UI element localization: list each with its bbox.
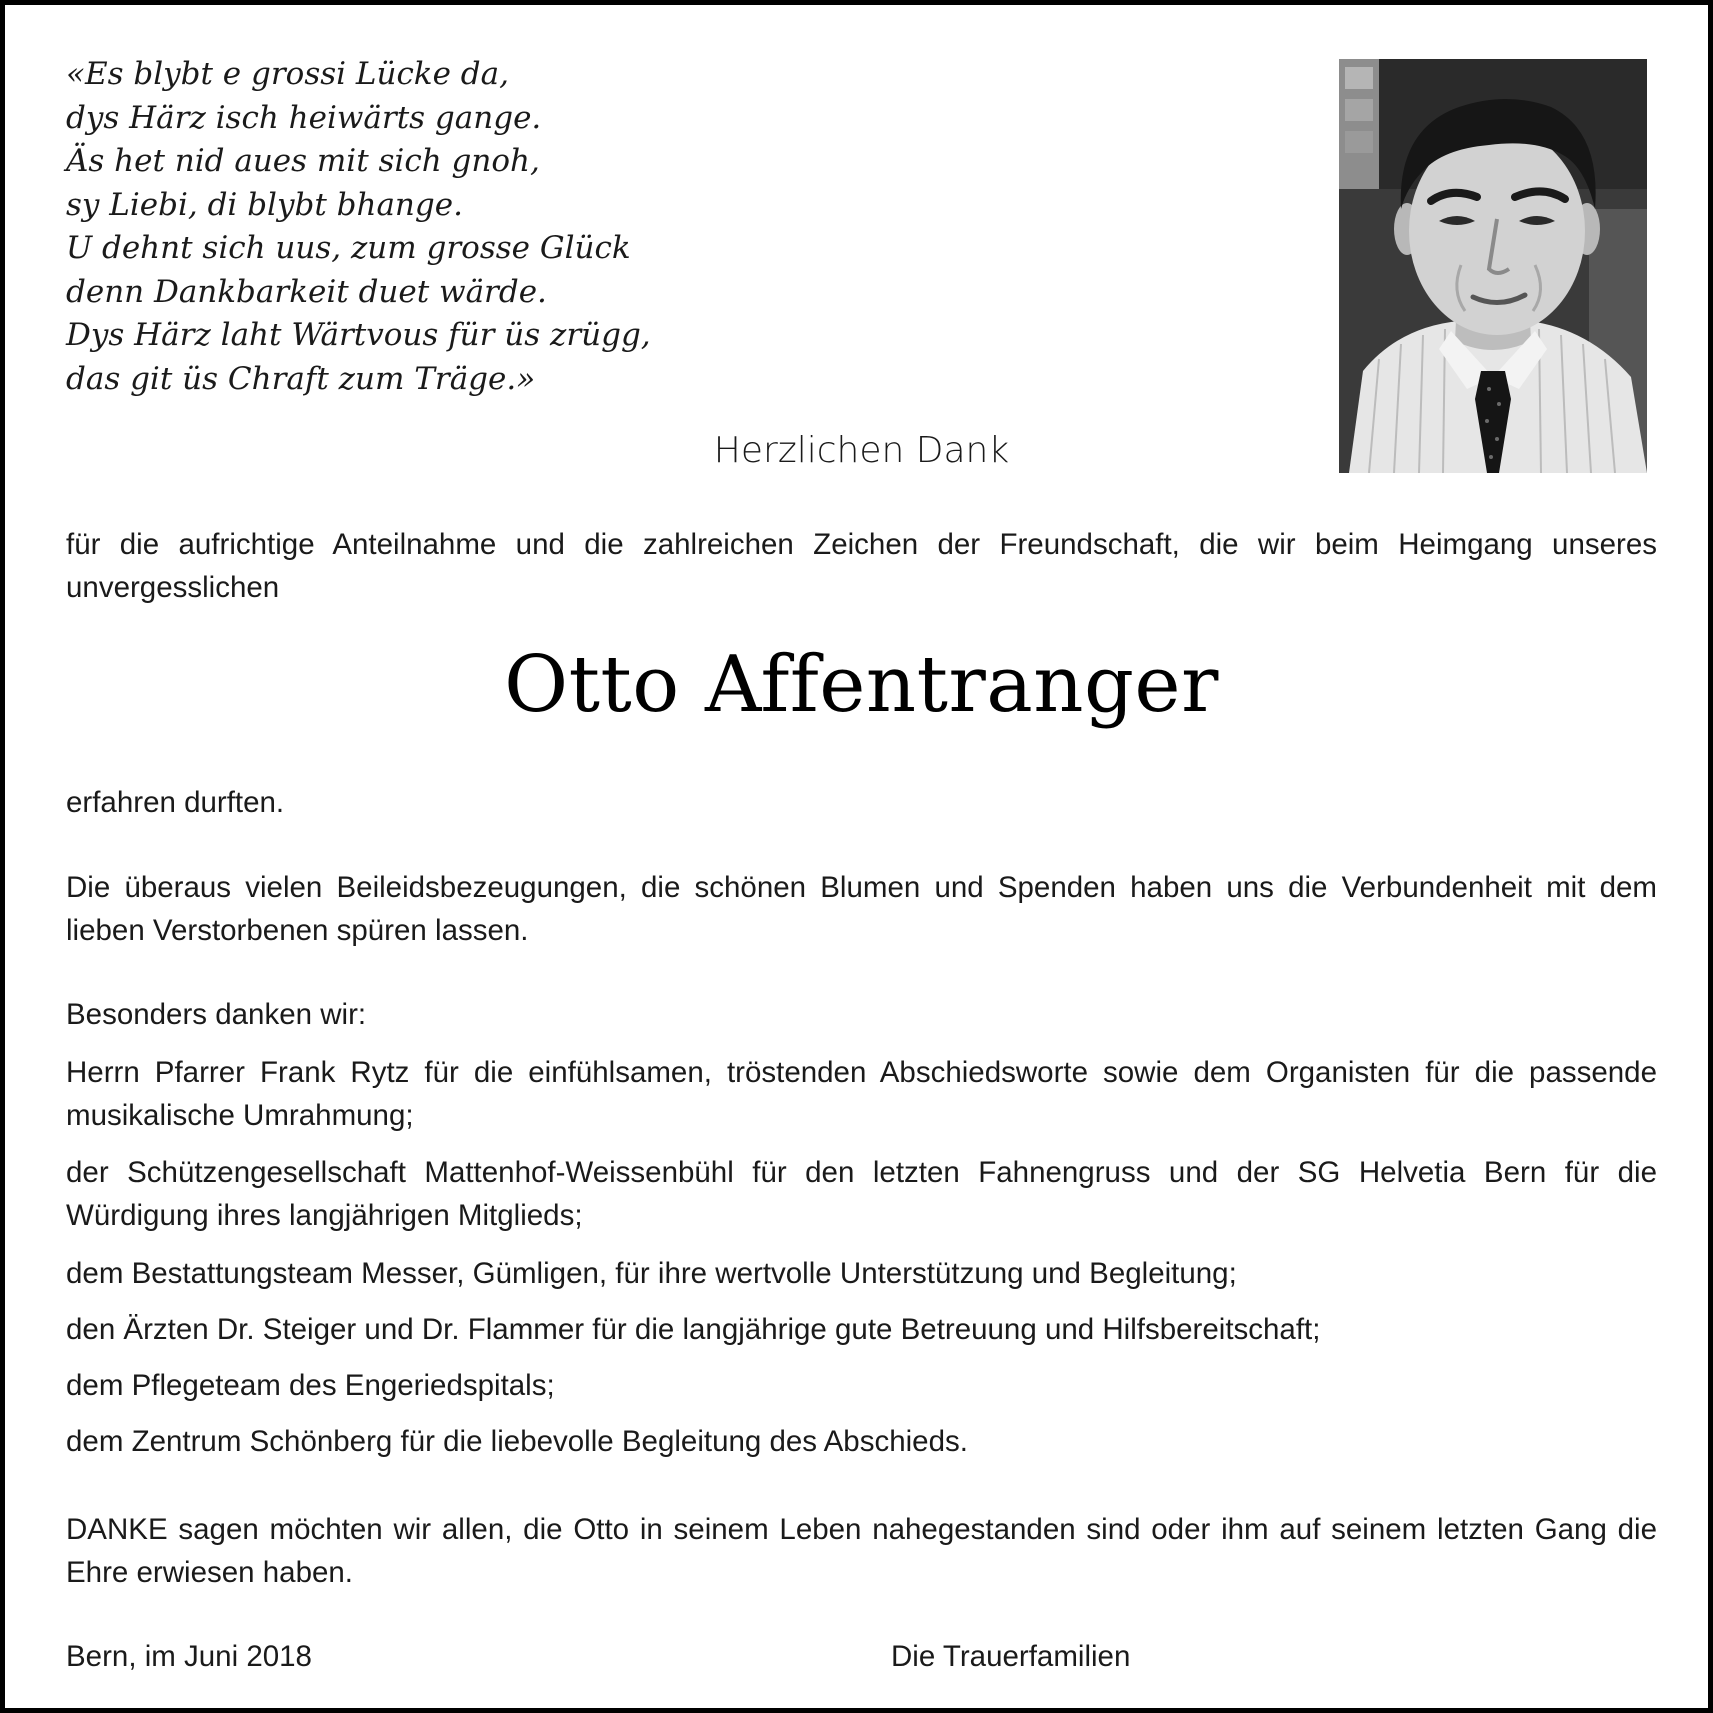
poem-line: U dehnt sich uus, zum grosse Glück — [66, 230, 631, 266]
heading-herzlichen-dank: Herzlichen Dank — [713, 430, 1010, 471]
poem-line: Äs het nid aues mit sich gnoh, — [66, 143, 540, 179]
poem-line: «Es blybt e grossi Lücke da, — [66, 56, 509, 92]
deceased-name: Otto Affentranger — [504, 640, 1219, 730]
signature: Die Trauerfamilien — [891, 1640, 1131, 1673]
place-date: Bern, im Juni 2018 — [66, 1640, 312, 1673]
closing-text: DANKE sagen möchten wir allen, die Otto in seinem Leben nahegestanden sind oder ihm auf seinem letzten Gang die Ehre erwiesen haben. — [66, 1513, 1657, 1589]
thanks-item: Herrn Pfarrer Frank Rytz für die einfühlsamen, tröstenden Abschiedsworte sowie dem Organisten für die passende musikalische Umrahmung; — [66, 1056, 1657, 1132]
thanks-item: den Ärzten Dr. Steiger und Dr. Flammer für die langjährige gute Betreuung und Hilfsbereitschaft; — [66, 1313, 1321, 1346]
poem-line: denn Dankbarkeit duet wärde. — [66, 273, 547, 310]
poem-line: das git üs Chraft zum Träge.» — [66, 360, 536, 397]
poem-line: sy Liebi, di blybt bhange. — [66, 186, 463, 223]
poem-line: Dys Härz laht Wärtvous für üs zrügg, — [66, 317, 651, 353]
thanks-item: dem Bestattungsteam Messer, Gümligen, für ihre wertvolle Unterstützung und Begleitung; — [66, 1257, 1237, 1290]
intro-text: für die aufrichtige Anteilnahme und die zahlreichen Zeichen der Freundschaft, die wir beim Heimgang unseres unvergesslichen — [66, 528, 1657, 604]
thanks-item: dem Pflegeteam des Engeriedspitals; — [66, 1369, 555, 1402]
thanks-item: dem Zentrum Schönberg für die liebevolle Begleitung des Abschieds. — [66, 1425, 968, 1458]
portrait-photo-icon — [1339, 59, 1647, 473]
condolences-text: Die überaus vielen Beileidsbezeugungen, die schönen Blumen und Spenden haben uns die Verbundenheit mit dem lieben Verstorbenen spüren lassen. — [66, 871, 1657, 947]
poem-line: dys Härz isch heiwärts gange. — [66, 99, 542, 136]
poem — [66, 53, 706, 401]
thanks-item: der Schützengesellschaft Mattenhof-Weissenbühl für den letzten Fahnengruss und der SG Helvetia Bern für die Würdigung ihres langjährigen Mitglieds; — [66, 1156, 1657, 1232]
special-thanks-intro: Besonders danken wir: — [66, 998, 367, 1031]
after-name-text: erfahren durften. — [66, 786, 285, 819]
